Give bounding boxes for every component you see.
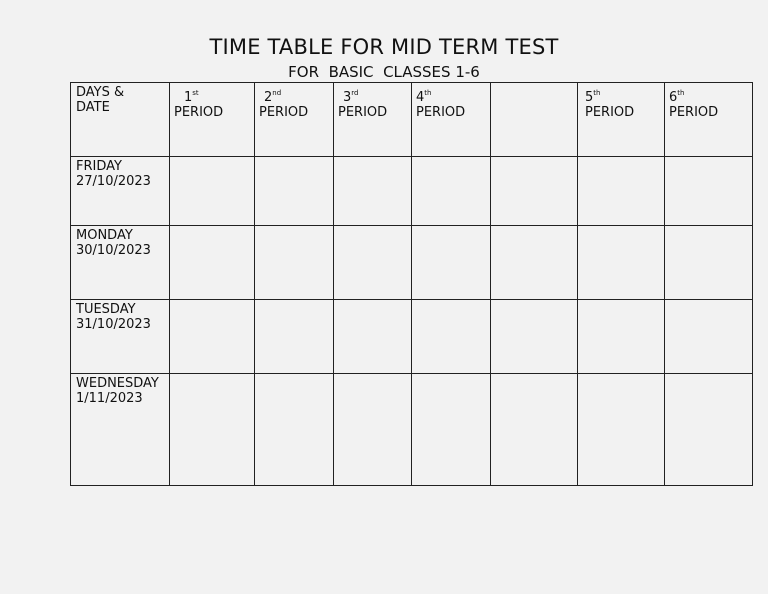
table-cell [665,226,753,300]
table-cell [412,226,491,300]
table-cell [255,374,334,486]
table-cell [334,226,412,300]
period-4-label: PERIOD [416,105,466,120]
table-cell [255,226,334,300]
period-6-number: 6th [669,89,685,105]
period-3-label: PERIOD [338,105,388,120]
period-5-label: PERIOD [585,105,635,120]
day-cell [71,157,170,226]
period-5-number: 5th [585,89,601,105]
table-cell [170,157,255,226]
header-row [71,83,753,157]
header-period-6 [665,83,753,157]
table-cell [170,300,255,374]
day-name: TUESDAY [76,302,136,317]
period-4-number: 4th [416,89,432,105]
header-period-3 [334,83,412,157]
corner-label-line1: DAYS & [76,85,125,100]
table-cell [412,157,491,226]
header-period-4 [412,83,491,157]
table-cell [665,300,753,374]
header-corner-cell [71,83,170,157]
table-cell [578,226,665,300]
period-2-number: 2nd [264,89,282,105]
table-cell [578,300,665,374]
day-cell [71,226,170,300]
day-name: FRIDAY [76,159,122,174]
table-cell [170,374,255,486]
header-period-empty [491,83,578,157]
table-row [71,374,753,486]
period-6-label: PERIOD [669,105,719,120]
document-subtitle: FOR BASIC CLASSES 1-6 [288,63,480,81]
table-cell [255,300,334,374]
header-period-2 [255,83,334,157]
day-date: 31/10/2023 [76,317,151,332]
day-date: 1/11/2023 [76,391,143,406]
header-period-1 [170,83,255,157]
table-cell [578,157,665,226]
table-row [71,157,753,226]
period-3-number: 3rd [343,89,359,105]
period-empty-number [495,85,577,102]
table-cell [412,300,491,374]
header-period-5 [578,83,665,157]
day-date: 27/10/2023 [76,174,151,189]
table-cell [334,300,412,374]
day-name: WEDNESDAY [76,376,159,391]
day-cell [71,374,170,486]
table-cell [491,374,578,486]
period-1-number: 1st [184,89,199,105]
table-cell [255,157,334,226]
day-name: MONDAY [76,228,133,243]
table-cell [578,374,665,486]
timetable [70,82,753,486]
day-cell [71,300,170,374]
day-date: 30/10/2023 [76,243,151,258]
table-cell [412,374,491,486]
period-2-label: PERIOD [259,105,309,120]
table-cell [491,157,578,226]
table-row [71,226,753,300]
table-cell [334,374,412,486]
table-cell [491,226,578,300]
corner-label-line2: DATE [76,100,110,115]
table-cell [170,226,255,300]
table-row [71,300,753,374]
table-cell [665,157,753,226]
document-title: TIME TABLE FOR MID TERM TEST [209,35,559,59]
table-cell [665,374,753,486]
table-cell [334,157,412,226]
table-cell [491,300,578,374]
period-1-label: PERIOD [174,105,224,120]
